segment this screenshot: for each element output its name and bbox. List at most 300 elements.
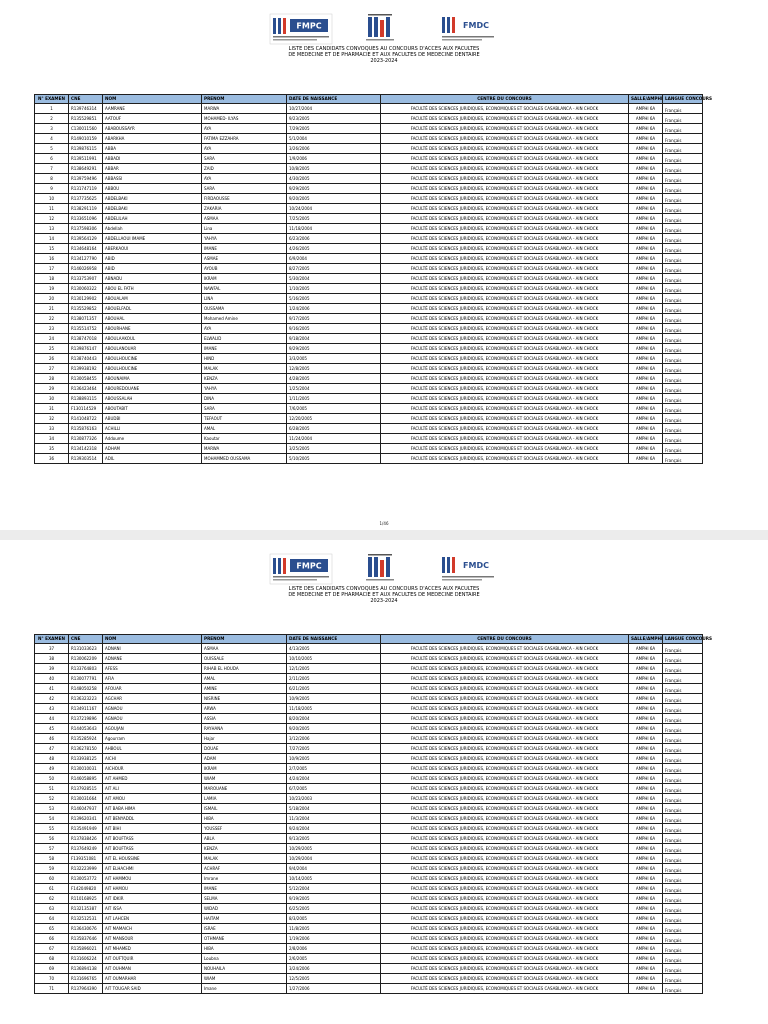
cell-cne: R138740443 [69, 354, 103, 364]
table-row [35, 924, 703, 934]
page-2 [0, 540, 768, 1024]
cell-prenom: AYA [202, 144, 287, 154]
cell-nom: ADNANI [103, 644, 202, 654]
col-header-num: N° EXAMEN [35, 635, 69, 644]
cell-centre: FACULTÉ DES SCIENCES JURIDIQUES, ECONOMIQUES ET SOCIALES CASABLANCA - AIN CHOCK [381, 684, 629, 694]
cell-prenom: AYA [202, 124, 287, 134]
cell-langue: Français [663, 744, 703, 754]
table-header-row [35, 95, 703, 104]
cell-langue: Français [663, 224, 703, 234]
cell-salle: AMPHI 6A [629, 744, 663, 754]
table-row [35, 704, 703, 714]
cell-salle: AMPHI 6A [629, 384, 663, 394]
cell-centre: FACULTÉ DES SCIENCES JURIDIQUES, ECONOMIQUES ET SOCIALES CASABLANCA - AIN CHOCK [381, 824, 629, 834]
cell-cne: C130011560 [69, 124, 103, 134]
cell-date: 2/7/2005 [287, 764, 381, 774]
cell-centre: FACULTÉ DES SCIENCES JURIDIQUES, ECONOMIQUES ET SOCIALES CASABLANCA - AIN CHOCK [381, 724, 629, 734]
header-logos [270, 554, 498, 584]
cell-num: 31 [35, 404, 69, 414]
cell-prenom: ZAKARIA [202, 204, 287, 214]
cell-date: 9/20/2005 [287, 724, 381, 734]
cell-prenom: NISRINE [202, 694, 287, 704]
cell-salle: AMPHI 6A [629, 814, 663, 824]
cell-centre: FACULTÉ DES SCIENCES JURIDIQUES, ECONOMIQUES ET SOCIALES CASABLANCA - AIN CHOCK [381, 244, 629, 254]
cell-prenom: OUISSALE [202, 654, 287, 664]
table-row [35, 114, 703, 124]
cell-nom: AIT ALI [103, 784, 202, 794]
cell-prenom: AYOUB [202, 264, 287, 274]
cell-cne: R132135387 [69, 904, 103, 914]
cell-centre: FACULTÉ DES SCIENCES JURIDIQUES, ECONOMIQUES ET SOCIALES CASABLANCA - AIN CHOCK [381, 804, 629, 814]
cell-langue: Français [663, 644, 703, 654]
col-header-langue: LANGUE CONCOURS [663, 95, 703, 104]
cell-cne: R131606224 [69, 954, 103, 964]
cell-langue: Français [663, 154, 703, 164]
cell-langue: Français [663, 914, 703, 924]
cell-num: 20 [35, 294, 69, 304]
cell-salle: AMPHI 6A [629, 144, 663, 154]
cell-cne: R141048722 [69, 414, 103, 424]
cell-num: 15 [35, 244, 69, 254]
cell-salle: AMPHI 6A [629, 194, 663, 204]
cell-date: 1/10/2005 [287, 284, 381, 294]
cell-salle: AMPHI 6A [629, 874, 663, 884]
cell-nom: AIT EL HOUSSINE [103, 854, 202, 864]
col-header-centre: CENTRE DU CONCOURS [381, 635, 629, 644]
cell-cne: R135529851 [69, 114, 103, 124]
cell-salle: AMPHI 6A [629, 964, 663, 974]
cell-date: 9/29/2005 [287, 184, 381, 194]
cell-cne: R138649291 [69, 164, 103, 174]
cell-salle: AMPHI 6A [629, 734, 663, 744]
col-header-nom: NOM [103, 635, 202, 644]
cell-num: 55 [35, 824, 69, 834]
cell-nom: ABOUELFADL [103, 304, 202, 314]
cell-date: 10/23/2003 [287, 794, 381, 804]
cell-prenom: ASMAA [202, 644, 287, 654]
cell-centre: FACULTÉ DES SCIENCES JURIDIQUES, ECONOMIQUES ET SOCIALES CASABLANCA - AIN CHOCK [381, 864, 629, 874]
cell-date: 9/23/2005 [287, 114, 381, 124]
cell-centre: FACULTÉ DES SCIENCES JURIDIQUES, ECONOMIQUES ET SOCIALES CASABLANCA - AIN CHOCK [381, 704, 629, 714]
cell-num: 52 [35, 794, 69, 804]
cell-langue: Français [663, 424, 703, 434]
cell-prenom: MOHAMMED OUSSAMA [202, 454, 287, 464]
cell-salle: AMPHI 6A [629, 774, 663, 784]
cell-num: 71 [35, 984, 69, 994]
cell-langue: Français [663, 314, 703, 324]
cell-prenom: AYA [202, 174, 287, 184]
cell-date: 11/18/2004 [287, 224, 381, 234]
table-row [35, 214, 703, 224]
cell-salle: AMPHI 6A [629, 404, 663, 414]
cell-langue: Français [663, 974, 703, 984]
cell-num: 46 [35, 734, 69, 744]
cell-langue: Français [663, 214, 703, 224]
cell-salle: AMPHI 6A [629, 944, 663, 954]
cell-num: 68 [35, 954, 69, 964]
cell-langue: Français [663, 374, 703, 384]
cell-langue: Français [663, 924, 703, 934]
cell-cne: R139620341 [69, 814, 103, 824]
cell-nom: AGCHAR [103, 694, 202, 704]
table-row [35, 964, 703, 974]
col-header-langue: LANGUE CONCOURS [663, 635, 703, 644]
cell-langue: Français [663, 724, 703, 734]
cell-num: 56 [35, 834, 69, 844]
cell-num: 53 [35, 804, 69, 814]
cell-centre: FACULTÉ DES SCIENCES JURIDIQUES, ECONOMIQUES ET SOCIALES CASABLANCA - AIN CHOCK [381, 934, 629, 944]
table-row [35, 954, 703, 964]
svg-text:FMDC: FMDC [463, 21, 489, 30]
table-row [35, 454, 703, 464]
table-row [35, 144, 703, 154]
cell-nom: ABOU EL FATH [103, 284, 202, 294]
cell-langue: Français [663, 814, 703, 824]
cell-date: 9/19/2005 [287, 894, 381, 904]
cell-langue: Français [663, 254, 703, 264]
cell-num: 32 [35, 414, 69, 424]
cell-date: 2/8/2006 [287, 944, 381, 954]
table-row [35, 744, 703, 754]
table-row [35, 804, 703, 814]
cell-centre: FACULTÉ DES SCIENCES JURIDIQUES, ECONOMIQUES ET SOCIALES CASABLANCA - AIN CHOCK [381, 984, 629, 994]
cell-prenom: ISRAE [202, 924, 287, 934]
cell-salle: AMPHI 6A [629, 434, 663, 444]
cell-centre: FACULTÉ DES SCIENCES JURIDIQUES, ECONOMIQUES ET SOCIALES CASABLANCA - AIN CHOCK [381, 774, 629, 784]
cell-date: 6/23/2006 [287, 234, 381, 244]
table-row [35, 104, 703, 114]
cell-langue: Français [663, 174, 703, 184]
table-row [35, 434, 703, 444]
table-row [35, 294, 703, 304]
cell-date: 12/8/2005 [287, 364, 381, 374]
cell-date: 6/21/2005 [287, 684, 381, 694]
table-row [35, 654, 703, 664]
cell-centre: FACULTÉ DES SCIENCES JURIDIQUES, ECONOMIQUES ET SOCIALES CASABLANCA - AIN CHOCK [381, 204, 629, 214]
table-row [35, 684, 703, 694]
cell-num: 29 [35, 384, 69, 394]
cell-cne: R136430676 [69, 924, 103, 934]
cell-centre: FACULTÉ DES SCIENCES JURIDIQUES, ECONOMIQUES ET SOCIALES CASABLANCA - AIN CHOCK [381, 194, 629, 204]
cell-num: 19 [35, 284, 69, 294]
cell-num: 49 [35, 764, 69, 774]
cell-num: 63 [35, 904, 69, 914]
cell-date: 11/8/2005 [287, 924, 381, 934]
cell-langue: Français [663, 984, 703, 994]
cell-date: 7/27/2005 [287, 744, 381, 754]
cell-num: 70 [35, 974, 69, 984]
cell-date: 10/29/2005 [287, 844, 381, 854]
cell-prenom: DINA [202, 394, 287, 404]
cell-centre: FACULTÉ DES SCIENCES JURIDIQUES, ECONOMIQUES ET SOCIALES CASABLANCA - AIN CHOCK [381, 144, 629, 154]
cell-centre: FACULTÉ DES SCIENCES JURIDIQUES, ECONOMIQUES ET SOCIALES CASABLANCA - AIN CHOCK [381, 814, 629, 824]
cell-nom: ABARKHA [103, 134, 202, 144]
cell-prenom: ASMAA [202, 214, 287, 224]
cell-cne: R135529852 [69, 304, 103, 314]
svg-text:FMPC: FMPC [296, 561, 322, 571]
cell-prenom: IMANE [202, 244, 287, 254]
cell-date: 10/9/2005 [287, 754, 381, 764]
cell-nom: AGNAOU [103, 714, 202, 724]
cell-centre: FACULTÉ DES SCIENCES JURIDIQUES, ECONOMIQUES ET SOCIALES CASABLANCA - AIN CHOCK [381, 404, 629, 414]
cell-prenom: KENZA [202, 374, 287, 384]
cell-prenom: ELWALID [202, 334, 287, 344]
table-row [35, 364, 703, 374]
cell-cne: R139746314 [69, 104, 103, 114]
cell-num: 51 [35, 784, 69, 794]
cell-num: 59 [35, 864, 69, 874]
cell-nom: ABID [103, 254, 202, 264]
table-row [35, 644, 703, 654]
cell-cne: R110168925 [69, 894, 103, 904]
cell-langue: Français [663, 364, 703, 374]
cell-date: 6/25/2005 [287, 904, 381, 914]
cell-date: 3/3/2005 [287, 354, 381, 364]
cell-salle: AMPHI 6A [629, 894, 663, 904]
cell-langue: Français [663, 434, 703, 444]
cell-date: 9/4/2004 [287, 864, 381, 874]
cell-nom: ADNANE [103, 654, 202, 664]
cell-centre: FACULTÉ DES SCIENCES JURIDIQUES, ECONOMIQUES ET SOCIALES CASABLANCA - AIN CHOCK [381, 304, 629, 314]
cell-cne: F142049820 [69, 884, 103, 894]
cell-nom: AIT ELHACHMI [103, 864, 202, 874]
cell-date: 5/1/2004 [287, 134, 381, 144]
cell-date: 10/29/2004 [287, 854, 381, 864]
cell-cne: R135491949 [69, 824, 103, 834]
cell-prenom: ABLA [202, 834, 287, 844]
cell-num: 13 [35, 224, 69, 234]
cell-prenom: LINA [202, 294, 287, 304]
table-row [35, 854, 703, 864]
cell-centre: FACULTÉ DES SCIENCES JURIDIQUES, ECONOMIQUES ET SOCIALES CASABLANCA - AIN CHOCK [381, 424, 629, 434]
cell-date: 4/30/2005 [287, 174, 381, 184]
cell-num: 48 [35, 754, 69, 764]
cell-prenom: MARWA [202, 104, 287, 114]
fmpc-logo [270, 14, 332, 44]
cell-cne: R138747018 [69, 334, 103, 344]
cell-cne: R135514752 [69, 324, 103, 334]
table-row [35, 774, 703, 784]
cell-date: 5/12/2004 [287, 884, 381, 894]
cell-cne: R134911167 [69, 704, 103, 714]
cell-langue: Français [663, 764, 703, 774]
cell-cne: R136894138 [69, 964, 103, 974]
cell-prenom: AYA [202, 324, 287, 334]
cell-nom: ABOURHANE [103, 324, 202, 334]
cell-cne: R137219896 [69, 714, 103, 724]
cell-langue: Français [663, 854, 703, 864]
col-header-salle: SALLE/AMPHI [629, 635, 663, 644]
cell-nom: AFIA [103, 674, 202, 684]
cell-num: 61 [35, 884, 69, 894]
cell-salle: AMPHI 6A [629, 324, 663, 334]
cell-nom: ABOUHAL [103, 314, 202, 324]
table-header-row [35, 635, 703, 644]
cell-nom: ABOUREDOUANE [103, 384, 202, 394]
cell-prenom: HAITAM [202, 914, 287, 924]
cell-cne: R130877326 [69, 434, 103, 444]
cell-centre: FACULTÉ DES SCIENCES JURIDIQUES, ECONOMIQUES ET SOCIALES CASABLANCA - AIN CHOCK [381, 264, 629, 274]
cell-cne: R137598306 [69, 224, 103, 234]
cell-prenom: RIHAB EL HOUDA [202, 664, 287, 674]
cell-date: 1/19/2006 [287, 934, 381, 944]
table-row [35, 344, 703, 354]
cell-centre: FACULTÉ DES SCIENCES JURIDIQUES, ECONOMIQUES ET SOCIALES CASABLANCA - AIN CHOCK [381, 384, 629, 394]
cell-salle: AMPHI 6A [629, 314, 663, 324]
cell-prenom: WIDAD [202, 904, 287, 914]
cell-langue: Français [663, 184, 703, 194]
table-row [35, 664, 703, 674]
cell-prenom: Mohamed Amine [202, 314, 287, 324]
fmdc-logo [442, 557, 494, 581]
cell-nom: ABDELBAKI [103, 194, 202, 204]
cell-cne: R130062209 [69, 654, 103, 664]
cell-langue: Français [663, 104, 703, 114]
cell-langue: Français [663, 784, 703, 794]
cell-salle: AMPHI 6A [629, 334, 663, 344]
cell-cne: R137649249 [69, 844, 103, 854]
cell-nom: Abdellah [103, 224, 202, 234]
table-row [35, 444, 703, 454]
table-row [35, 844, 703, 854]
cell-date: 4/26/2005 [287, 244, 381, 254]
cell-salle: AMPHI 6A [629, 394, 663, 404]
col-header-cne: CNE [69, 95, 103, 104]
cell-prenom: YOUSSEF [202, 824, 287, 834]
table-row [35, 794, 703, 804]
cell-num: 27 [35, 364, 69, 374]
cell-nom: ADHAM [103, 444, 202, 454]
cell-langue: Français [663, 824, 703, 834]
cell-cne: R139511991 [69, 154, 103, 164]
cell-num: 17 [35, 264, 69, 274]
cell-date: 7/6/2005 [287, 404, 381, 414]
cell-salle: AMPHI 6A [629, 644, 663, 654]
cell-salle: AMPHI 6A [629, 234, 663, 244]
cell-cne: R133764803 [69, 664, 103, 674]
table-row [35, 134, 703, 144]
cell-salle: AMPHI 6A [629, 704, 663, 714]
cell-langue: Français [663, 354, 703, 364]
cell-num: 37 [35, 644, 69, 654]
table-row [35, 234, 703, 244]
cell-prenom: WIAM [202, 774, 287, 784]
table-row [35, 124, 703, 134]
cell-num: 67 [35, 944, 69, 954]
cell-prenom: FATIMA EZZAHRA [202, 134, 287, 144]
cell-cne: R131747119 [69, 184, 103, 194]
cell-cne: R130058455 [69, 374, 103, 384]
university-logo [366, 14, 394, 41]
cell-cne: R137928515 [69, 784, 103, 794]
cell-salle: AMPHI 6A [629, 454, 663, 464]
cell-nom: ABOULANOUAR [103, 344, 202, 354]
cell-centre: FACULTÉ DES SCIENCES JURIDIQUES, ECONOMIQUES ET SOCIALES CASABLANCA - AIN CHOCK [381, 154, 629, 164]
cell-salle: AMPHI 6A [629, 214, 663, 224]
cell-num: 47 [35, 744, 69, 754]
table-row [35, 734, 703, 744]
table-row [35, 894, 703, 904]
table-row [35, 314, 703, 324]
cell-centre: FACULTÉ DES SCIENCES JURIDIQUES, ECONOMIQUES ET SOCIALES CASABLANCA - AIN CHOCK [381, 394, 629, 404]
cell-langue: Français [663, 714, 703, 724]
cell-date: 8/27/2005 [287, 264, 381, 274]
cell-centre: FACULTÉ DES SCIENCES JURIDIQUES, ECONOMIQUES ET SOCIALES CASABLANCA - AIN CHOCK [381, 324, 629, 334]
cell-num: 25 [35, 344, 69, 354]
cell-prenom: MALAK [202, 364, 287, 374]
cell-centre: FACULTÉ DES SCIENCES JURIDIQUES, ECONOMIQUES ET SOCIALES CASABLANCA - AIN CHOCK [381, 364, 629, 374]
table-row [35, 354, 703, 364]
cell-cne: R133651096 [69, 214, 103, 224]
cell-cne: R149010159 [69, 134, 103, 144]
cell-centre: FACULTÉ DES SCIENCES JURIDIQUES, ECONOMIQUES ET SOCIALES CASABLANCA - AIN CHOCK [381, 914, 629, 924]
col-header-cne: CNE [69, 635, 103, 644]
cell-date: 11/18/2005 [287, 704, 381, 714]
cell-date: 7/25/2005 [287, 214, 381, 224]
cell-num: 11 [35, 204, 69, 214]
cell-centre: FACULTÉ DES SCIENCES JURIDIQUES, ECONOMIQUES ET SOCIALES CASABLANCA - AIN CHOCK [381, 884, 629, 894]
cell-langue: Français [663, 804, 703, 814]
cell-date: 9/29/2005 [287, 344, 381, 354]
cell-salle: AMPHI 6A [629, 414, 663, 424]
cell-salle: AMPHI 6A [629, 134, 663, 144]
cell-salle: AMPHI 6A [629, 304, 663, 314]
cell-nom: ABOUSSALAH [103, 394, 202, 404]
cell-date: 10/27/2004 [287, 104, 381, 114]
cell-langue: Français [663, 944, 703, 954]
table-row [35, 874, 703, 884]
cell-salle: AMPHI 6A [629, 224, 663, 234]
cell-salle: AMPHI 6A [629, 914, 663, 924]
cell-centre: FACULTÉ DES SCIENCES JURIDIQUES, ECONOMIQUES ET SOCIALES CASABLANCA - AIN CHOCK [381, 434, 629, 444]
table-row [35, 174, 703, 184]
page-number: 1/46 [379, 521, 389, 526]
cell-date: 5/30/2004 [287, 274, 381, 284]
cell-date: 12/1/2005 [287, 664, 381, 674]
table-row [35, 154, 703, 164]
cell-salle: AMPHI 6A [629, 114, 663, 124]
cell-date: 1/25/2004 [287, 384, 381, 394]
cell-langue: Français [663, 684, 703, 694]
cell-num: 4 [35, 134, 69, 144]
cell-langue: Français [663, 954, 703, 964]
cell-date: 8/3/2005 [287, 914, 381, 924]
cell-nom: AFOUAR [103, 684, 202, 694]
cell-nom: AFESS [103, 664, 202, 674]
cell-cne: R130129902 [69, 294, 103, 304]
table-row [35, 304, 703, 314]
cell-nom: AIT BABA HIMA [103, 804, 202, 814]
cell-langue: Français [663, 674, 703, 684]
cell-num: 23 [35, 324, 69, 334]
cell-centre: FACULTÉ DES SCIENCES JURIDIQUES, ECONOMIQUES ET SOCIALES CASABLANCA - AIN CHOCK [381, 234, 629, 244]
svg-text:FMPC: FMPC [296, 21, 322, 31]
cell-salle: AMPHI 6A [629, 984, 663, 994]
cell-cne: R133938125 [69, 754, 103, 764]
cell-salle: AMPHI 6A [629, 684, 663, 694]
cell-langue: Français [663, 244, 703, 254]
cell-centre: FACULTÉ DES SCIENCES JURIDIQUES, ECONOMIQUES ET SOCIALES CASABLANCA - AIN CHOCK [381, 104, 629, 114]
cell-cne: R139876147 [69, 344, 103, 354]
table-row [35, 414, 703, 424]
cell-centre: FACULTÉ DES SCIENCES JURIDIQUES, ECONOMIQUES ET SOCIALES CASABLANCA - AIN CHOCK [381, 714, 629, 724]
cell-centre: FACULTÉ DES SCIENCES JURIDIQUES, ECONOMIQUES ET SOCIALES CASABLANCA - AIN CHOCK [381, 834, 629, 844]
table-row [35, 274, 703, 284]
cell-date: 12/20/2005 [287, 414, 381, 424]
cell-salle: AMPHI 6A [629, 924, 663, 934]
cell-centre: FACULTÉ DES SCIENCES JURIDIQUES, ECONOMIQUES ET SOCIALES CASABLANCA - AIN CHOCK [381, 974, 629, 984]
cell-cne: R130053772 [69, 874, 103, 884]
